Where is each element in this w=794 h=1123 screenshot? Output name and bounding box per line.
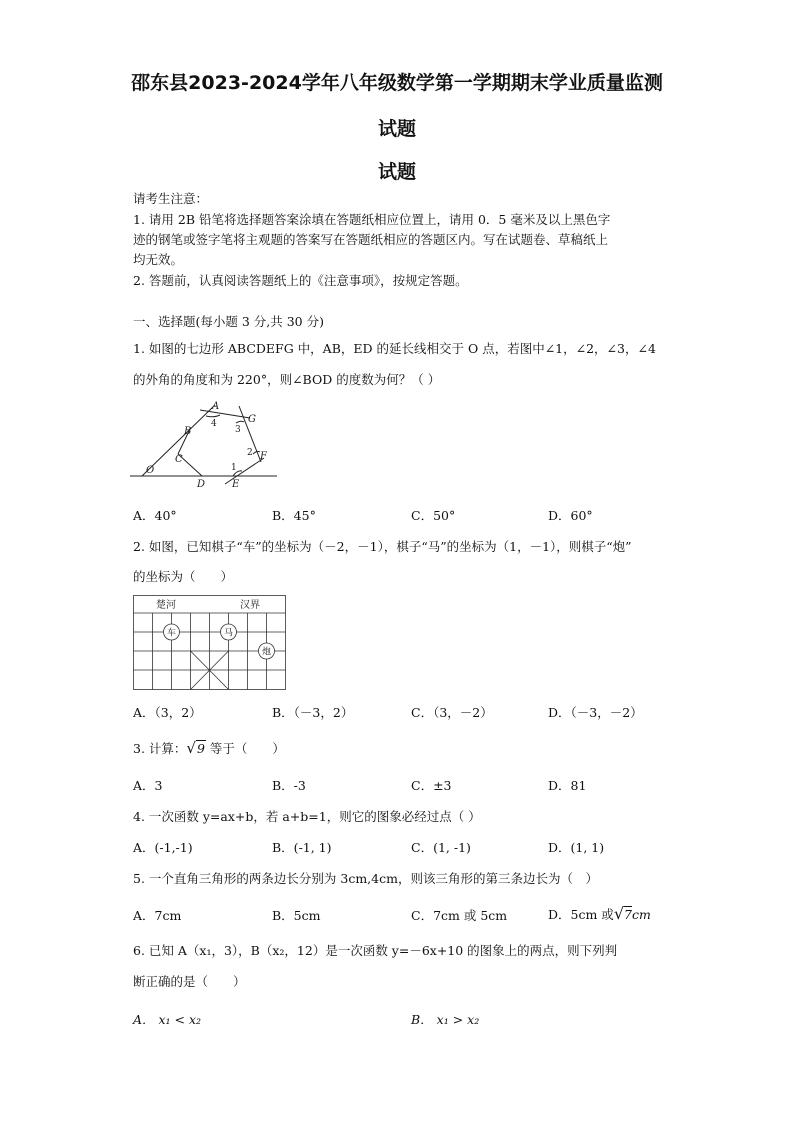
label-g: G <box>248 414 256 425</box>
heptagon-figure <box>130 398 280 490</box>
q5-option-d-prefix: D．5cm 或 <box>548 907 614 922</box>
q4-option-a[interactable]: A．(-1,-1) <box>133 840 193 855</box>
angle-label-4: 4 <box>211 419 217 429</box>
q1-option-d[interactable]: D．60° <box>548 508 593 523</box>
label-b: B <box>184 426 192 437</box>
q5-option-d[interactable] <box>548 904 651 923</box>
river-label-han: 汉界 <box>240 600 260 611</box>
angle-label-3: 3 <box>235 425 241 435</box>
label-d: D <box>197 479 206 490</box>
label-f: F <box>260 451 267 462</box>
q3-radicand: 9 <box>196 741 205 756</box>
angle-4-arc <box>206 415 220 417</box>
q3-option-a[interactable]: A．3 <box>133 778 163 793</box>
label-a: A <box>212 401 220 412</box>
q1-option-b[interactable]: B．45° <box>272 508 316 523</box>
q5-option-c[interactable]: C．7cm 或 5cm <box>411 908 508 923</box>
q6-option-b[interactable]: B． x₁ > x₂ <box>411 1012 480 1027</box>
q2-option-c[interactable]: C．（3，－2） <box>411 705 493 720</box>
q5-option-d-unit: cm <box>631 907 651 922</box>
question-1-text: 1. 如图的七边形 ABCDEFG 中，AB，ED 的延长线相交于 O 点，若图中∠1，∠2，∠3，∠4 <box>133 341 656 356</box>
q2-option-a[interactable]: A．（3，2） <box>133 705 202 720</box>
q4-option-d[interactable]: D．(1, 1) <box>548 840 605 855</box>
q2-option-b[interactable]: B．（－3，2） <box>272 705 354 720</box>
q3-suffix: 等于（ ） <box>209 741 285 756</box>
sqrt-symbol: √ <box>186 739 196 757</box>
notice-line: 均无效。 <box>133 252 184 267</box>
page-title: 邵东县2023-2024学年八年级数学第一学期期末学业质量监测 <box>131 72 663 94</box>
label-e: E <box>232 479 240 490</box>
angle-3-arc <box>236 421 244 423</box>
angle-2-arc <box>253 451 260 454</box>
q3-option-c[interactable]: C．±3 <box>411 778 452 793</box>
notice-line: 1. 请用 2B 铅笔将选择题答案涂填在答题纸相应位置上，请用 0．5 毫米及以上黑色字 <box>133 212 611 227</box>
question-5-text: 5. 一个直角三角形的两条边长分别为 3cm,4cm，则该三角形的第三条边长为（ ） <box>133 871 598 886</box>
piece-pao-label: 炮 <box>261 647 272 658</box>
question-2-text-cont: 的坐标为（ ） <box>133 569 234 584</box>
q1-option-c[interactable]: C．50° <box>411 508 456 523</box>
q3-option-d[interactable]: D．81 <box>548 778 587 793</box>
question-6-text-cont: 断正确的是（ ） <box>133 974 246 989</box>
notice-heading: 请考生注意： <box>133 191 209 206</box>
angle-label-2: 2 <box>247 448 253 458</box>
q3-prefix: 3. 计算： <box>133 741 187 756</box>
page-subtitle: 试题 <box>377 118 416 140</box>
q4-option-b[interactable]: B．(-1, 1) <box>272 840 332 855</box>
question-3-text <box>133 739 285 757</box>
label-o: O <box>146 465 155 476</box>
q3-option-b[interactable]: B．-3 <box>272 778 306 793</box>
question-6-text: 6. 已知 A（x₁，3），B（x₂，12）是一次函数 y=－6x+10 的图象上的两点，则下列判 <box>133 943 618 958</box>
sqrt-symbol: √ <box>613 904 625 923</box>
section-heading: 一、选择题(每小题 3 分,共 30 分) <box>133 314 324 329</box>
q5-option-a[interactable]: A．7cm <box>133 908 182 923</box>
page-subtitle-repeat: 试题 <box>377 161 416 183</box>
river-label-chu: 楚河 <box>156 600 176 611</box>
question-2-text: 2. 如图，已知棋子“车”的坐标为（－2，－1），棋子“马”的坐标为（1，－1），则棋子“炮” <box>133 539 632 554</box>
question-1-text-cont: 的外角的角度和为 220°，则∠BOD 的度数为何？（ ） <box>133 372 441 387</box>
q6-option-a[interactable]: A． x₁ < x₂ <box>133 1012 202 1027</box>
chess-board-figure <box>133 595 287 691</box>
piece-ma-label: 马 <box>223 628 234 639</box>
angle-label-1: 1 <box>231 463 237 473</box>
question-4-text: 4. 一次函数 y=ax+b，若 a+b=1，则它的图象必经过点（ ） <box>133 809 481 824</box>
notice-line: 2. 答题前，认真阅读答题纸上的《注意事项》，按规定答题。 <box>133 273 468 288</box>
q2-option-d[interactable]: D．（－3，－2） <box>548 705 643 720</box>
q5-option-d-radicand: 7 <box>624 907 632 922</box>
notice-line: 迹的钢笔或签字笔将主观题的答案写在答题纸相应的答题区内。写在试题卷、草稿纸上 <box>133 232 609 247</box>
q5-option-b[interactable]: B．5cm <box>272 908 321 923</box>
label-c: C <box>175 454 183 465</box>
q1-option-a[interactable]: A．40° <box>133 508 177 523</box>
piece-che-label: 车 <box>166 628 177 639</box>
q4-option-c[interactable]: C．(1, -1) <box>411 840 471 855</box>
